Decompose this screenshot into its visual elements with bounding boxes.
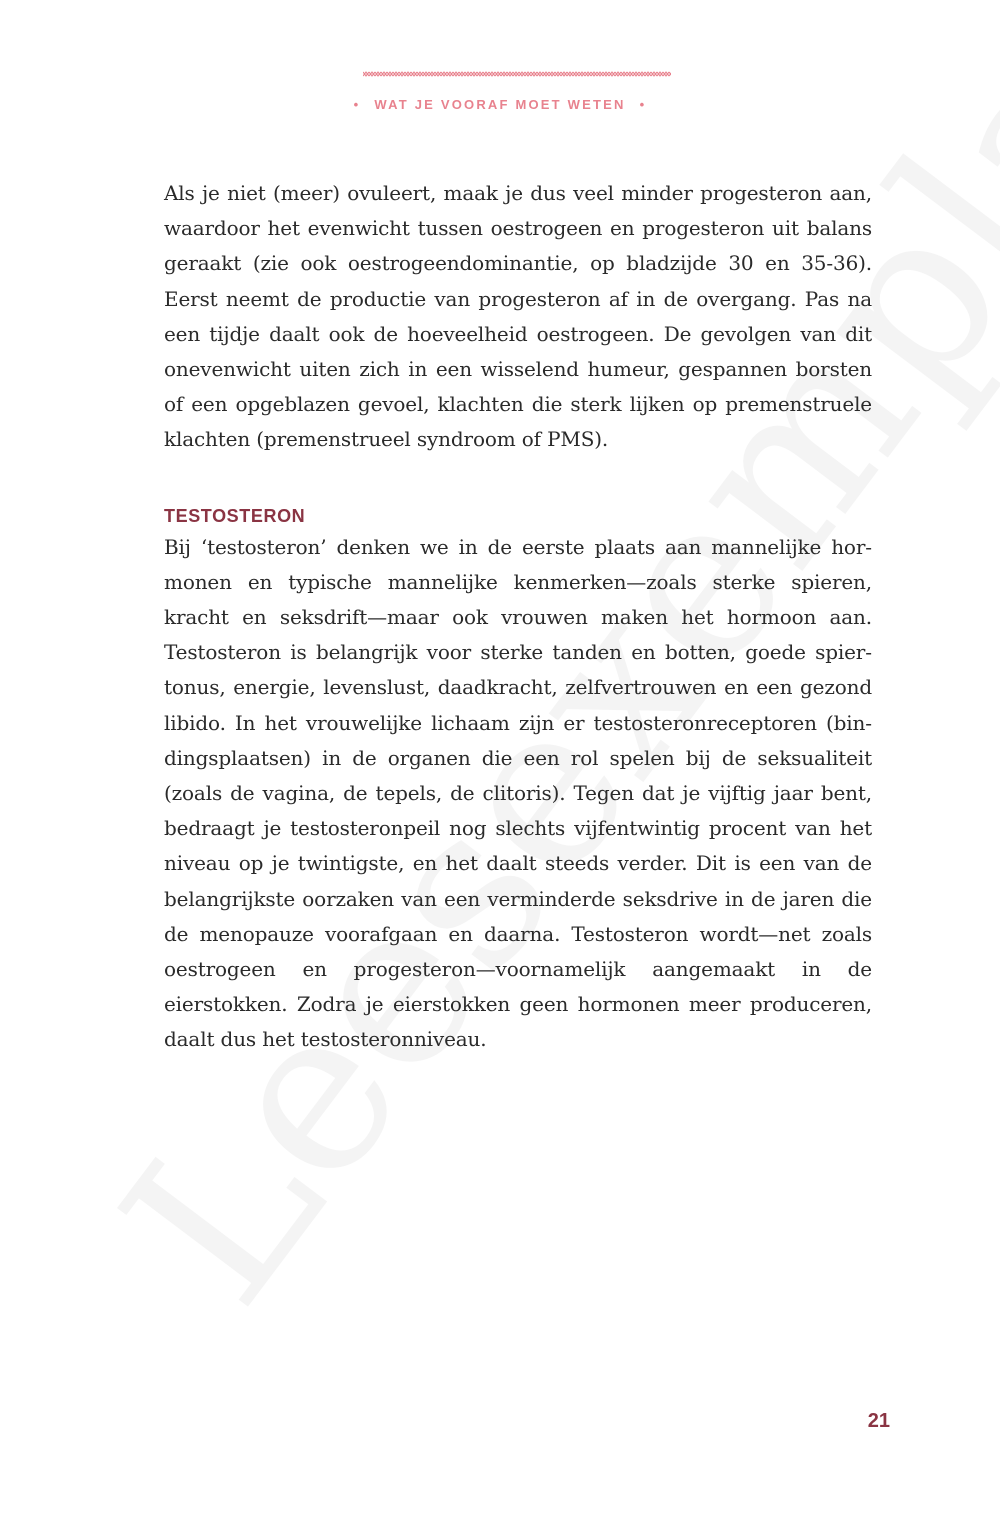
header-ornament-border xyxy=(363,70,671,78)
header-bullet-left: • xyxy=(353,97,361,112)
header-bullet-right: • xyxy=(639,97,647,112)
paragraph-progesteron: Als je niet (meer) ovuleert, maak je dus veel minder progesteron aan, waardoor het evenwicht tussen oestrogeen en progesteron uit balans geraakt (zie ook oestrogeendominantie, op bladzijde 30 en 35-36). Eerst neemt de productie van progesteron af in de overgang. Pas na een tijdje daalt ook de hoeveelheid oestrogeen. De gevolgen van dit onevenwicht uiten zich in een wisselend humeur, gespannen borsten of een opgeblazen gevoel, klachten die sterk lijken op premenstruele klachten (premenstrueel syndroom of PMS). xyxy=(164,181,872,452)
section-heading-testosteron: TESTOSTERON xyxy=(164,505,306,526)
page-number: 21 xyxy=(867,1410,890,1432)
paragraph-testosteron: Bij ‘testosteron’ denken we in de eerste plaats aan mannelijke hormonen en typische mannelijke kenmerken—zoals sterke spieren, kracht en seksdrift—maar ook vrouwen maken het hormoon aan. Testosteron is belangrijk voor sterke tanden en botten, goede spiertonus, energie, levenslust, daadkracht, zelfvertrouwen en een gezond libido. In het vrouwelijke lichaam zijn er testosteronreceptoren (bindingsplaatsen) in de organen die een rol spelen bij de seksualiteit (zoals de vagina, de tepels, de clitoris). Tegen dat je vijftig jaar bent, bedraagt je testosteronpeil nog slechts vijfentwintig procent van het niveau op je twintigste, en het daalt steeds verder. Dit is een van de belangrijkste oorzaken van een verminderde seksdrive in de jaren die de menopauze voorafgaan en daarna. Testosteron wordt—net zoals oestrogeen en progesteron—voornamelijk aangemaakt in de eierstokken. Zodra je eierstokken geen hormonen meer produceren, daalt dus het testosteronniveau. xyxy=(164,534,872,1052)
running-header xyxy=(0,97,1000,112)
main-content xyxy=(164,176,872,1058)
running-header-title: WAT JE VOORAF MOET WETEN xyxy=(374,97,626,112)
